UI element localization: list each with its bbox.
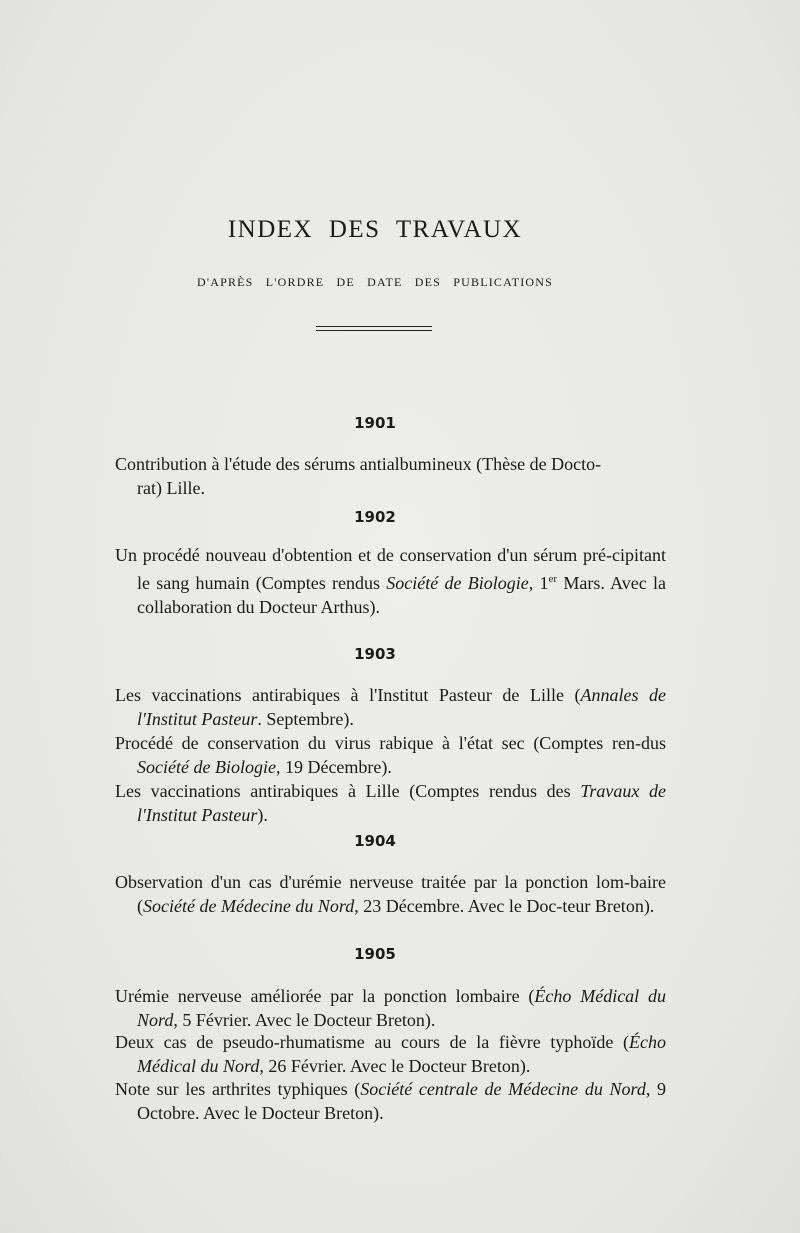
entry-text: , 1: [528, 573, 549, 593]
entry-text: Un procédé nouveau d'obtention et de conservation d'un sérum pré-cipitant le sang humain (Comptes rendus: [115, 545, 666, 593]
entry-journal: Annales de l'Institut Pasteur: [137, 685, 666, 729]
entry-text: Mars. Avec la collaboration du Docteur Arthus).: [137, 573, 666, 617]
entry-1903-1: [115, 683, 666, 731]
entry-journal: Société de Médecine du Nord: [143, 896, 355, 916]
entry-sup: er: [548, 573, 558, 585]
entry-1902-1: [115, 543, 666, 619]
page-title: INDEX DES TRAVAUX: [227, 216, 523, 243]
entry-journal: Société de Biologie: [137, 757, 276, 777]
entry-text: , 26 Février. Avec le Docteur Breton).: [259, 1056, 531, 1076]
entry-text: Contribution à l'étude des sérums antialbumineux (Thèse de Docto-: [115, 454, 602, 474]
double-rule-divider: [316, 326, 432, 331]
entry-text: , 19 Décembre).: [275, 757, 392, 777]
entry-text: Les vaccinations antirabiques à l'Institut Pasteur de Lille (: [115, 685, 581, 705]
entry-1903-2: [115, 731, 666, 779]
entry-journal: Écho Médical du Nord: [137, 986, 666, 1030]
page-subtitle: D'APRÈS L'ORDRE DE DATE DES PUBLICATIONS: [196, 275, 553, 289]
entry-text: Procédé de conservation du virus rabique à l'état sec (Comptes ren-dus: [115, 733, 666, 753]
year-heading-1904: 1904: [354, 832, 396, 850]
entry-text: Les vaccinations antirabiques à Lille (Comptes rendus des: [115, 781, 581, 801]
entry-journal: Société centrale de Médecine du Nord: [360, 1079, 646, 1099]
entry-text: , 9 Octobre. Avec le Docteur Breton).: [137, 1079, 667, 1123]
entry-1901-1: [115, 452, 666, 500]
entry-text: ).: [257, 805, 268, 825]
entry-text: Note sur les arthrites typhiques (: [115, 1079, 361, 1099]
entry-text-cont: rat) Lille.: [137, 478, 205, 498]
year-heading-1902: 1902: [354, 508, 396, 526]
entry-text: Urémie nerveuse améliorée par la ponction lombaire (: [115, 986, 535, 1006]
entry-text: , 5 Février. Avec le Docteur Breton).: [173, 1010, 436, 1030]
entry-text: Observation d'un cas d'urémie nerveuse traitée par la ponction lom-baire (: [115, 872, 666, 916]
entry-text: . Septembre).: [257, 709, 354, 729]
entry-journal: Société de Biologie: [386, 573, 529, 593]
year-heading-1901: 1901: [354, 414, 396, 432]
year-heading-1903: 1903: [354, 645, 396, 663]
entry-journal: Écho Médical du Nord: [137, 1032, 666, 1076]
entry-journal: Travaux de l'Institut Pasteur: [137, 781, 666, 825]
entry-1904-1: [115, 870, 666, 918]
year-heading-1905: 1905: [354, 945, 396, 963]
entry-1905-3: [115, 1077, 666, 1125]
entry-text: Deux cas de pseudo-rhumatisme au cours de la fièvre typhoïde (: [115, 1032, 630, 1052]
entry-1905-2: [115, 1030, 666, 1078]
entry-1905-1: [115, 984, 666, 1032]
entry-1903-3: [115, 779, 666, 827]
entry-text: , 23 Décembre. Avec le Doc-teur Breton).: [354, 896, 655, 916]
